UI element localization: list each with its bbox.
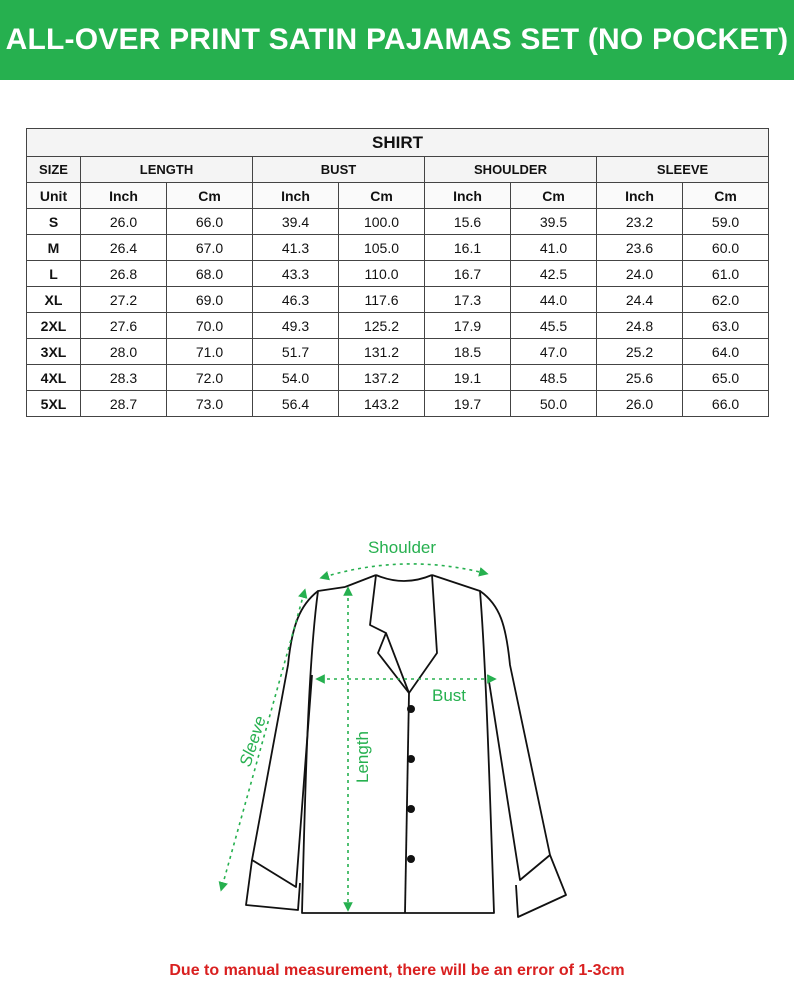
value-cell: 66.0 — [167, 209, 253, 235]
value-cell: 19.7 — [425, 391, 511, 417]
value-cell: 43.3 — [253, 261, 339, 287]
value-cell: 44.0 — [511, 287, 597, 313]
value-cell: 59.0 — [683, 209, 769, 235]
unit-header: Unit — [27, 183, 81, 209]
table-row — [27, 339, 769, 365]
value-cell: 69.0 — [167, 287, 253, 313]
value-cell: 62.0 — [683, 287, 769, 313]
value-cell: 24.8 — [597, 313, 683, 339]
value-cell: 24.0 — [597, 261, 683, 287]
value-cell: 131.2 — [339, 339, 425, 365]
table-row — [27, 235, 769, 261]
value-cell: 51.7 — [253, 339, 339, 365]
shirt-outline — [246, 575, 566, 917]
measurement-note: Due to manual measurement, there will be an error of 1-3cm — [169, 962, 625, 979]
value-cell: 45.5 — [511, 313, 597, 339]
unit-cell: Cm — [511, 183, 597, 209]
group-header: BUST — [253, 157, 425, 183]
value-cell: 49.3 — [253, 313, 339, 339]
table-row — [27, 287, 769, 313]
unit-cell: Inch — [597, 183, 683, 209]
value-cell: 110.0 — [339, 261, 425, 287]
value-cell: 67.0 — [167, 235, 253, 261]
section-title: SHIRT — [27, 129, 769, 157]
size-cell: S — [27, 209, 81, 235]
size-cell: M — [27, 235, 81, 261]
value-cell: 56.4 — [253, 391, 339, 417]
value-cell: 28.3 — [81, 365, 167, 391]
value-cell: 16.1 — [425, 235, 511, 261]
value-cell: 47.0 — [511, 339, 597, 365]
value-cell: 26.0 — [597, 391, 683, 417]
size-cell: 5XL — [27, 391, 81, 417]
size-header: SIZE — [27, 157, 81, 183]
size-cell: 4XL — [27, 365, 81, 391]
value-cell: 68.0 — [167, 261, 253, 287]
value-cell: 17.3 — [425, 287, 511, 313]
unit-cell: Cm — [683, 183, 769, 209]
page-title: ALL-OVER PRINT SATIN PAJAMAS SET (NO POCKET) — [5, 23, 789, 56]
value-cell: 73.0 — [167, 391, 253, 417]
table-row — [27, 209, 769, 235]
bust-label: Bust — [431, 686, 467, 705]
value-cell: 39.4 — [253, 209, 339, 235]
unit-cell: Cm — [167, 183, 253, 209]
value-cell: 25.6 — [597, 365, 683, 391]
value-cell: 46.3 — [253, 287, 339, 313]
group-header: SLEEVE — [597, 157, 769, 183]
value-cell: 39.5 — [511, 209, 597, 235]
size-cell: 2XL — [27, 313, 81, 339]
value-cell: 18.5 — [425, 339, 511, 365]
table-row — [27, 261, 769, 287]
value-cell: 16.7 — [425, 261, 511, 287]
size-cell: 3XL — [27, 339, 81, 365]
title-banner — [0, 0, 794, 80]
value-cell: 60.0 — [683, 235, 769, 261]
value-cell: 26.8 — [81, 261, 167, 287]
size-cell: L — [27, 261, 81, 287]
size-chart-table — [26, 128, 769, 417]
size-cell: XL — [27, 287, 81, 313]
value-cell: 42.5 — [511, 261, 597, 287]
value-cell: 41.3 — [253, 235, 339, 261]
group-header: SHOULDER — [425, 157, 597, 183]
value-cell: 65.0 — [683, 365, 769, 391]
value-cell: 66.0 — [683, 391, 769, 417]
value-cell: 72.0 — [167, 365, 253, 391]
value-cell: 24.4 — [597, 287, 683, 313]
shirt-illustration — [200, 525, 620, 940]
value-cell: 17.9 — [425, 313, 511, 339]
value-cell: 105.0 — [339, 235, 425, 261]
value-cell: 137.2 — [339, 365, 425, 391]
table-row — [27, 391, 769, 417]
value-cell: 28.7 — [81, 391, 167, 417]
value-cell: 25.2 — [597, 339, 683, 365]
value-cell: 23.2 — [597, 209, 683, 235]
value-cell: 61.0 — [683, 261, 769, 287]
value-cell: 54.0 — [253, 365, 339, 391]
value-cell: 26.0 — [81, 209, 167, 235]
value-cell: 28.0 — [81, 339, 167, 365]
value-cell: 41.0 — [511, 235, 597, 261]
value-cell: 23.6 — [597, 235, 683, 261]
value-cell: 48.5 — [511, 365, 597, 391]
shirt-diagram — [200, 525, 620, 940]
value-cell: 26.4 — [81, 235, 167, 261]
table-row — [27, 365, 769, 391]
value-cell: 100.0 — [339, 209, 425, 235]
unit-cell: Inch — [253, 183, 339, 209]
value-cell: 19.1 — [425, 365, 511, 391]
value-cell: 117.6 — [339, 287, 425, 313]
value-cell: 125.2 — [339, 313, 425, 339]
value-cell: 27.2 — [81, 287, 167, 313]
sleeve-label: Sleeve — [235, 713, 270, 769]
value-cell: 15.6 — [425, 209, 511, 235]
shoulder-line — [324, 564, 484, 577]
value-cell: 143.2 — [339, 391, 425, 417]
unit-cell: Inch — [425, 183, 511, 209]
value-cell: 64.0 — [683, 339, 769, 365]
value-cell: 63.0 — [683, 313, 769, 339]
table-row — [27, 313, 769, 339]
value-cell: 70.0 — [167, 313, 253, 339]
unit-cell: Inch — [81, 183, 167, 209]
unit-cell: Cm — [339, 183, 425, 209]
length-label: Length — [353, 731, 372, 783]
value-cell: 27.6 — [81, 313, 167, 339]
shoulder-label: Shoulder — [367, 538, 437, 557]
value-cell: 50.0 — [511, 391, 597, 417]
value-cell: 71.0 — [167, 339, 253, 365]
group-header: LENGTH — [81, 157, 253, 183]
